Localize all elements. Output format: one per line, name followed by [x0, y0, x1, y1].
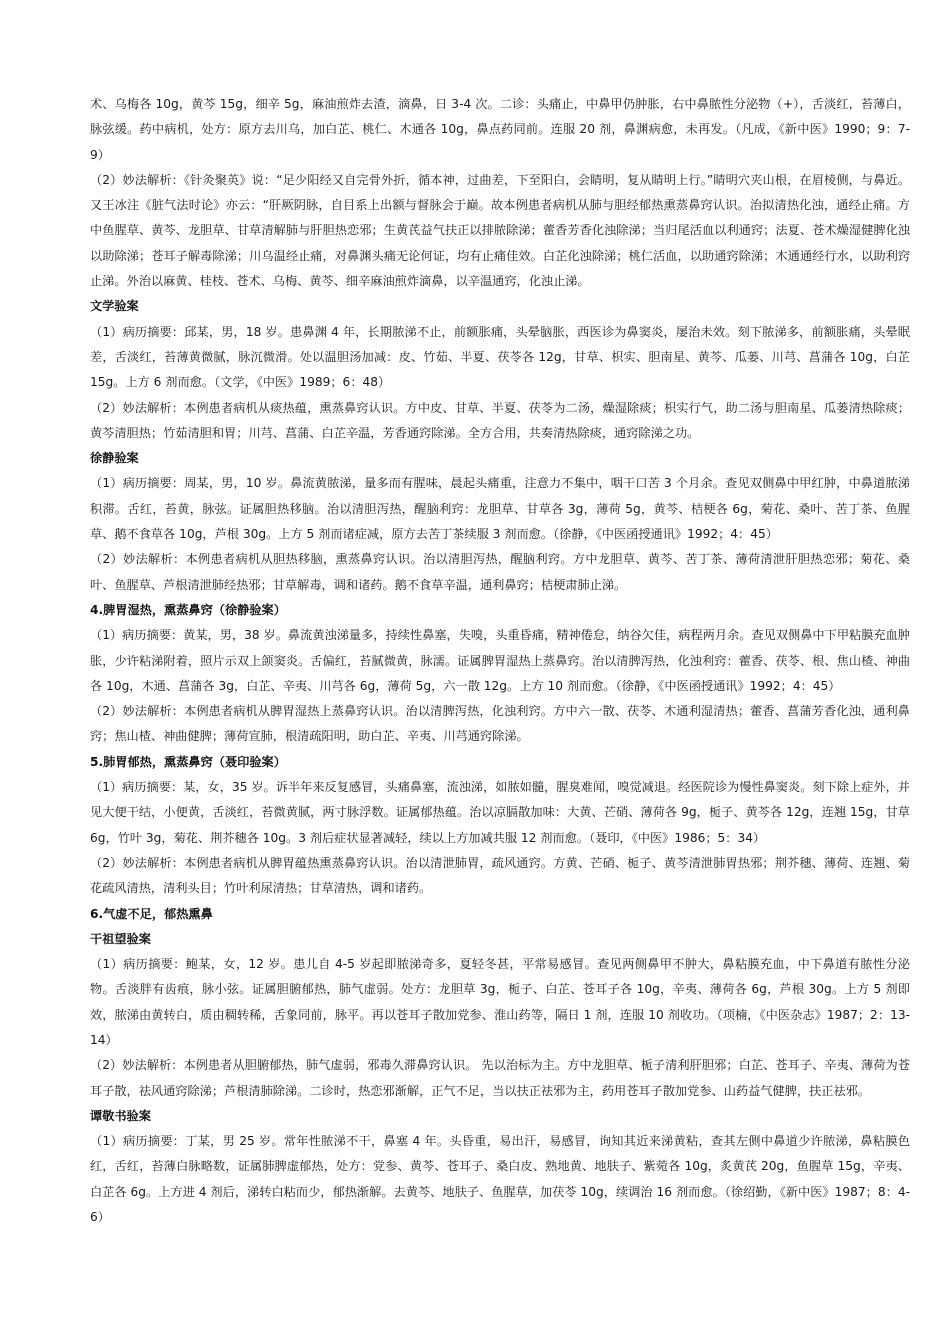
section-heading: 谭敬书验案: [90, 1108, 151, 1123]
paragraph: （2）妙法解析：本例患者病机从脾胃蕴热熏蒸鼻窍认识。治以清泄肺胃，疏风通窍。方黄、芒硝、栀子、黄芩清泄肺胃热邪；荆芥穗、薄荷、连翘、菊花疏风清热，清利头目；竹叶利尿清热；甘草清热，调和诸药。: [90, 855, 910, 896]
paragraph: （2）妙法解析：本例患者从胆腑郁热，肺气虚弱，邪毒久滞鼻窍认识。 先以治标为主。方中龙胆草、栀子清利肝胆邪；白芷、苍耳子、辛夷、薄荷为苍耳子散，祛风通窍除涕；芦根清肺除涕。二诊时，热恋邪渐解，正气不足，当以扶正祛邪为主，药用苍耳子散加党参、山药益气健脾，扶正祛邪。: [90, 1058, 910, 1098]
section-heading: 4.脾胃湿热，熏蒸鼻窍（徐静验案）: [90, 602, 286, 617]
paragraph: （1）病历摘要：丁某，男 25 岁。常年性脓涕不干，鼻塞 4 年。头昏重，易出汗，易感冒，询知其近来涕黄粘，查其左侧中鼻道少许脓涕，鼻粘膜色红，舌红，苔薄白脉略数，证属肺脾虚郁热，处方：党参、黄芩、苍耳子、桑白皮、熟地黄、地肤子、紫菀各 10g，炙黄芪 20g，鱼腥草 15g，辛夷、白芷各 6g。上方进 4 剂后，涕转白粘而少，郁热渐解。去黄芩、地肤子、鱼腥草，加茯苓 10g，续调治 16 剂而愈。（徐绍勤，《新中医》1987；8：4-6）: [90, 1134, 910, 1225]
section-heading: 6.气虚不足，郁热熏鼻: [90, 906, 213, 921]
paragraph: （2）妙法解析：《针灸聚英》说：“足少阳经又自完骨外折，循本神，过曲差，下至阳白，会睛明，复从睛明上行。”睛明穴夹山根，在眉棱侧，与鼻近。又王冰注《脏气法时论》亦云：“肝厥阴脉，自目系上出额与督脉会于巅。故本例患者病机从肺与胆经郁热熏蒸鼻窍认识。治拟清热化浊，通经止痛。方中鱼腥草、黄芩、龙胆草、甘草清解肺与肝胆热恋邪；生黄芪益气扶正以排脓除涕；藿香芳香化浊除涕；当归尾活血以利通窍；法夏、苍术燥湿健脾化浊以助除涕；苍耳子解毒除涕；川乌温经止痛，对鼻渊头痛无论何证，均有止痛佳效。白芷化浊除涕；桃仁活血，以助通窍除涕；木通通经行水，以助利窍止涕。外治以麻黄、桂枝、苍术、乌梅、黄芩、细辛麻油煎炸滴鼻，以辛温通窍，化浊止涕。: [90, 172, 910, 289]
paragraph: （1）病历摘要：某，女，35 岁。诉半年来反复感冒，头痛鼻塞，流浊涕，如脓如髓，腥臭难闻，嗅觉减退。经医院诊为慢性鼻窦炎。刻下除上症外，并见大便干结，小便黄，舌淡红，苔微黄腻，两寸脉浮数。证属郁热蕴。治以凉膈散加味：大黄、芒硝、薄荷各 9g，栀子、黄芩各 12g，连翘 15g，甘草 6g，竹叶 3g，菊花、荆芥穗各 10g。3 剂后症状显著减轻，续以上方加减共服 12 剂而愈。（聂印，《中医》1986；5：34）: [90, 780, 910, 845]
paragraph: （1）病历摘要：黄某，男，38 岁。鼻流黄浊涕量多，持续性鼻塞，失嗅，头重昏痛，精神倦怠，纳谷欠佳，病程两月余。查见双侧鼻中下甲粘膜充血肿胀，少许粘涕附着，照片示双上颌窦炎。舌偏红，苔腻微黄，脉濡。证属脾胃湿热上蒸鼻窍。治以清脾泻热，化浊利窍：藿香、茯苓、根、焦山楂、神曲各 10g，木通、菖蒲各 3g，白芷、辛夷、川芎各 6g，薄荷 5g，六一散 12g。上方 10 剂而愈。（徐静，《中医函授通讯》1992；4：45）: [90, 628, 910, 693]
section-heading: 徐静验案: [90, 451, 139, 466]
paragraph: 术、乌梅各 10g，黄芩 15g，细辛 5g，麻油煎炸去渣，滴鼻，日 3-4 次。二诊：头痛止，中鼻甲仍肿胀，右中鼻脓性分泌物（+），舌淡红，苔薄白，脉弦缓。药中病机，处方：原方去川乌，加白芷、桃仁、木通各 10g，鼻点药同前。连服 20 剂，鼻渊病愈，未再发。（凡成，《新中医》1990；9：7-9）: [90, 97, 910, 162]
paragraph: （2）妙法解析：本例患者病机从痰热蕴，熏蒸鼻窍认识。方中皮、甘草、半夏、茯苓为二汤，燥湿除痰；枳实行气，助二汤与胆南星、瓜蒌清热除痰；黄芩清胆热；竹茹清胆和胃；川芎、菖蒲、白芷辛温，芳香通窍除涕。全方合用，共奏清热除痰，通窍除涕之功。: [90, 400, 910, 440]
paragraph: （1）病历摘要：邱某，男，18 岁。患鼻渊 4 年，长期脓涕不止，前额胀痛，头晕脑胀，西医诊为鼻窦炎，屡治未效。刻下脓涕多，前额胀痛，头晕眠差，舌淡红，苔薄黄微腻，脉沉微滑。处以温胆汤加减：皮、竹茹、半夏、茯苓各 12g，甘草、枳实、胆南星、黄芩、瓜蒌、川芎、菖蒲各 10g，白芷 15g。上方 6 剂而愈。（文学，《中医》1989；6：48）: [90, 324, 910, 390]
paragraph: （1）病历摘要：周某，男，10 岁。鼻流黄脓涕，量多而有腥味，晨起头痛重，注意力不集中，咽干口苦 3 个月余。查见双侧鼻中甲红肿，中鼻道脓涕积滞。舌红，苔黄，脉弦。证属胆热移脑。治以清胆泻热，醒脑利窍：龙胆草、甘草各 3g，薄荷 5g，黄芩、桔梗各 6g，菊花、桑叶、苦丁茶、鱼腥草、鹅不食草各 10g，芦根 30g。上方 5 剂而诸症减，原方去苦丁茶续服 3 剂而愈。（徐静，《中医函授通讯》1992；4：45）: [90, 476, 910, 542]
paragraph: （2）妙法解析：本例患者病机从胆热移脑，熏蒸鼻窍认识。治以清胆泻热，醒脑利窍。方中龙胆草、黄芩、苦丁茶、薄荷清泄肝胆热恋邪；菊花、桑叶、鱼腥草、芦根清泄肺经热邪；甘草解毒，调和诸药。鹅不食草辛温，通利鼻窍；桔梗肃肺止涕。: [90, 552, 910, 592]
section-heading: 干祖望验案: [90, 931, 151, 946]
paragraph: （1）病历摘要：鲍某，女，12 岁。患儿自 4-5 岁起即脓涕奇多，夏轻冬甚，平常易感冒。查见两侧鼻甲不肿大，鼻粘膜充血，中下鼻道有脓性分泌物。舌淡胖有齿痕，脉小弦。证属胆腑郁热，肺气虚弱。处方：龙胆草 3g，栀子、白芷、苍耳子各 10g，辛夷、薄荷各 6g，芦根 30g。上方 5 剂即效，脓涕由黄转白，质由稠转稀，舌象同前，脉平。再以苍耳子散加党参、淮山药等，隔日 1 剂，连服 10 剂收功。（项楠，《中医杂志》1987；2：13-14）: [90, 957, 910, 1047]
section-heading: 5.肺胃郁热，熏蒸鼻窍（聂印验案）: [90, 754, 286, 769]
paragraph: （2）妙法解析：本例患者病机从脾胃湿热上蒸鼻窍认识。治以清脾泻热，化浊利窍。方中六一散、茯苓、木通利湿清热；藿香、菖蒲芳香化浊，通利鼻窍；焦山楂、神曲健脾；薄荷宣肺，根清疏阳明，助白芷、辛夷、川芎通窍除涕。: [90, 704, 910, 744]
document-body: [90, 92, 910, 1230]
section-heading: 文学验案: [90, 299, 139, 314]
